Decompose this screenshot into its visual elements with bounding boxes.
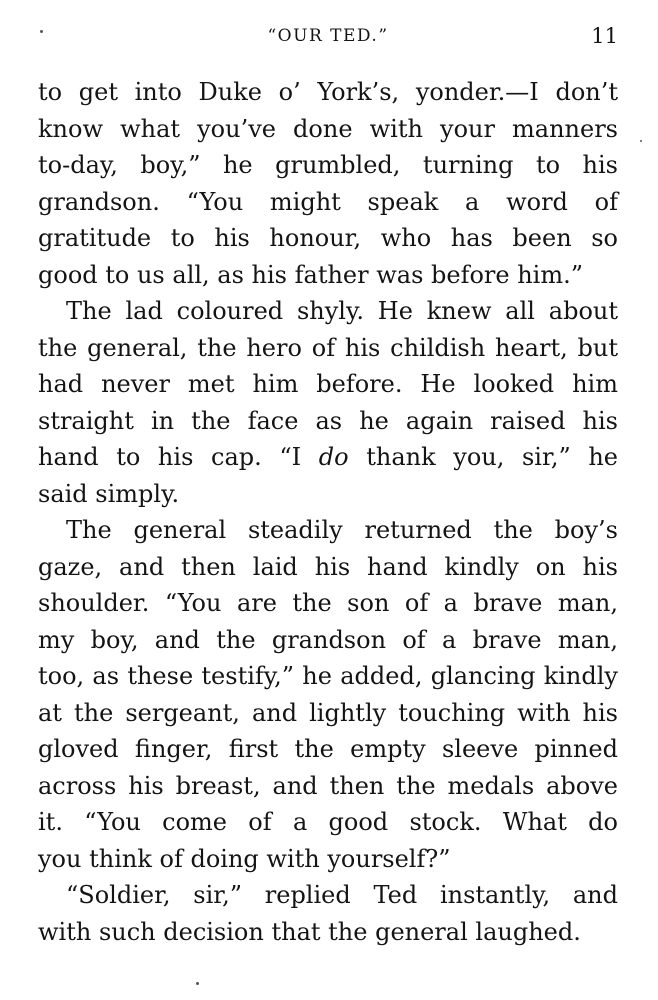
text-line: “Soldier, sir,” replied Ted instantly, and [66, 881, 618, 909]
text-line: gaze, and then laid his hand kindly on his [38, 552, 618, 581]
text-line: my boy, and the grandson of a brave man, [38, 625, 618, 654]
text-line: know what you’ve done with your manners [38, 114, 618, 143]
text-line: it. “You come of a good stock. What do [38, 808, 618, 836]
text-segment: “I [279, 443, 319, 471]
text-line: at the sergeant, and lightly touching with his [38, 698, 618, 727]
text-line: you think of doing with yourself?” [38, 844, 451, 873]
text-line: across his breast, and then the medals above [38, 771, 618, 800]
page-header [38, 26, 618, 56]
text-line: The lad coloured shyly. He knew all about [66, 297, 618, 325]
text-line: shoulder. “You are the son of a brave man, [38, 589, 618, 617]
text-line: The general steadily returned the boy’s [66, 516, 618, 544]
scan-speck [196, 982, 199, 985]
text-line: to get into Duke o’ York’s, yonder.—I don’t [38, 78, 618, 106]
text-line: said simply. [38, 479, 180, 508]
text-segment: hand to his cap. [38, 443, 262, 471]
text-line: good to us all, as his father was before him.” [38, 260, 584, 289]
running-title: “OUR TED.” [267, 26, 389, 46]
text-line: too, as these testify,” he added, glancing kindly [38, 662, 618, 690]
text-line: with such decision that the general laughed. [38, 917, 581, 946]
text-line: straight in the face as he again raised his [38, 406, 618, 435]
scan-speck [640, 140, 642, 142]
italic-text: do [318, 443, 349, 471]
text-line: to-day, boy,” he grumbled, turning to his [38, 151, 618, 179]
page-number: 11 [591, 24, 618, 48]
text-line [38, 439, 618, 476]
text-line: the general, the hero of his childish heart, but [38, 333, 618, 362]
text-segment: thank you, sir,” he [348, 443, 619, 471]
text-line: gloved finger, first the empty sleeve pinned [38, 735, 618, 763]
body-text [38, 74, 618, 950]
text-line: gratitude to his honour, who has been so [38, 224, 618, 252]
text-line: had never met him before. He looked him [38, 370, 618, 398]
scan-speck [40, 30, 43, 33]
text-line: grandson. “You might speak a word of [38, 187, 618, 216]
